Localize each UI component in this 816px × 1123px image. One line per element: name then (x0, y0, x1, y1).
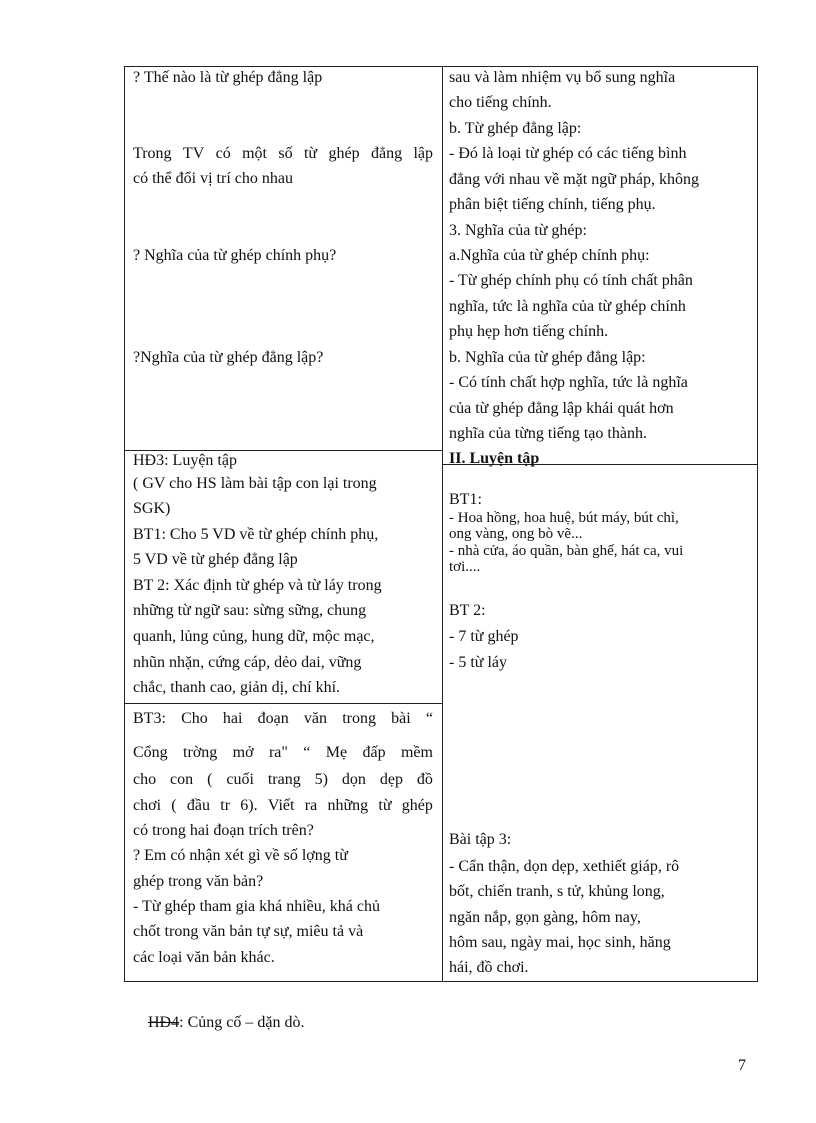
bt3-text: cho con ( cuối trang 5) dọn dẹp đồ (133, 771, 433, 788)
bt2-text: BT 2: Xác định từ ghép và từ láy trong (133, 577, 382, 594)
note-line: Trong TV có một số từ ghép đẳng lập (133, 145, 433, 162)
question-dang-lap: ? Thế nào là từ ghép đẳng lập (133, 69, 323, 86)
definition-line: nghĩa, tức là nghĩa của từ ghép chính (449, 298, 686, 315)
bt2-text: nhũn nhặn, cứng cáp, dẻo dai, vững (133, 654, 362, 671)
bt3-answer: - Cẩn thận, dọn dẹp, xethiết giáp, rô (449, 858, 680, 875)
question-so-luong: ghép trong văn bản? (133, 873, 264, 890)
definition-line: - Từ ghép chính phụ có tính chất phân (449, 272, 693, 289)
definition-line: của từ ghép đẳng lập khái quát hơn (449, 400, 674, 417)
bt2-text: quanh, lủng củng, hung dữ, mộc mạc, (133, 628, 375, 645)
definition-line: cho tiếng chính. (449, 94, 552, 111)
hd4-text: Củng cố – dặn dò. (187, 1014, 305, 1031)
bt2-answer: - 7 từ ghép (449, 628, 519, 645)
definition-line: phân biệt tiếng chính, tiếng phụ. (449, 196, 656, 213)
hd4-footer (148, 1014, 304, 1032)
hd3-heading: HĐ3: Luyện tập (133, 452, 237, 469)
bt3-answer: bốt, chiến tranh, s tử, khủng long, (449, 883, 665, 900)
bt3-answer: ngăn nắp, gọn gàng, hôm nay, (449, 909, 641, 926)
question-so-luong: ? Em có nhận xét gì về số lợng từ (133, 847, 348, 864)
subheading-chinh-phu: a.Nghĩa của từ ghép chính phụ: (449, 247, 650, 264)
column-divider (442, 67, 443, 981)
bt3-text: có trong hai đoạn trích trên? (133, 822, 314, 839)
answer-text: - Từ ghép tham gia khá nhiều, khá chủ (133, 898, 380, 915)
answer-text: chốt trong văn bản tự sự, miêu tả và (133, 923, 364, 940)
bt1-text: 5 VD về từ ghép đẳng lập (133, 551, 298, 568)
instruction-line: SGK) (133, 500, 171, 517)
bt3-text: Cổng trờng mở ra" “ Mẹ đấp mềm (133, 744, 433, 761)
bt1-answer: ong vàng, ong bò vẽ... (449, 526, 583, 542)
bt3-text: chơi ( đầu tr 6). Viết ra những từ ghép (133, 797, 433, 814)
bt1-answer: - nhà cửa, áo quần, bàn ghế, hát ca, vui (449, 543, 684, 559)
bt1-text: BT1: Cho 5 VD về từ ghép chính phụ, (133, 526, 379, 543)
subheading-dang-lap: b. Từ ghép đẳng lập: (449, 120, 582, 137)
question-chinh-phu: ? Nghĩa của từ ghép chính phụ? (133, 247, 337, 264)
bt3-answer: hôm sau, ngày mai, học sinh, hăng (449, 934, 671, 951)
bt2-text: chắc, thanh cao, giản dị, chí khí. (133, 679, 341, 696)
bt2-answer: - 5 từ láy (449, 654, 507, 671)
section-ii-heading: II. Luyện tập (449, 450, 540, 467)
bt1-answer: tơi.... (449, 559, 481, 575)
question-nghia-dang-lap: ?Nghĩa của từ ghép đẳng lập? (133, 349, 324, 366)
bt2-label: BT 2: (449, 602, 486, 619)
page-number: 7 (738, 1057, 746, 1074)
bt3-answer: hái, đồ chơi. (449, 959, 529, 976)
subheading-nghia-dang-lap: b. Nghĩa của từ ghép đẳng lập: (449, 349, 646, 366)
bt1-label: BT1: (449, 491, 482, 508)
bt3-label: Bài tập 3: (449, 831, 512, 848)
section-3-heading: 3. Nghĩa của từ ghép: (449, 222, 587, 239)
definition-line: sau và làm nhiệm vụ bổ sung nghĩa (449, 69, 676, 86)
bt2-text: những từ ngữ sau: sừng sững, chung (133, 602, 367, 619)
definition-line: nghĩa của từng tiếng tạo thành. (449, 425, 647, 442)
hd4-label: HĐ4 (148, 1014, 180, 1031)
note-line: có thể đổi vị trí cho nhau (133, 170, 293, 187)
definition-line: - Đó là loại từ ghép có các tiếng bình (449, 145, 687, 162)
bt3-text: BT3: Cho hai đoạn văn trong bài “ (133, 710, 433, 727)
lesson-table (124, 66, 758, 982)
definition-line: phụ hẹp hơn tiếng chính. (449, 323, 609, 340)
definition-line: - Có tính chất hợp nghĩa, tức là nghĩa (449, 374, 688, 391)
row-divider-left (125, 450, 442, 451)
instruction-line: ( GV cho HS làm bài tập con lại trong (133, 475, 377, 492)
row-divider-left-bt3 (125, 703, 442, 704)
bt1-answer: - Hoa hồng, hoa huệ, bút máy, bút chì, (449, 510, 679, 526)
definition-line: đẳng với nhau về mặt ngữ pháp, không (449, 171, 699, 188)
hd4-colon: : (179, 1014, 188, 1031)
answer-text: các loại văn bản khác. (133, 949, 275, 966)
